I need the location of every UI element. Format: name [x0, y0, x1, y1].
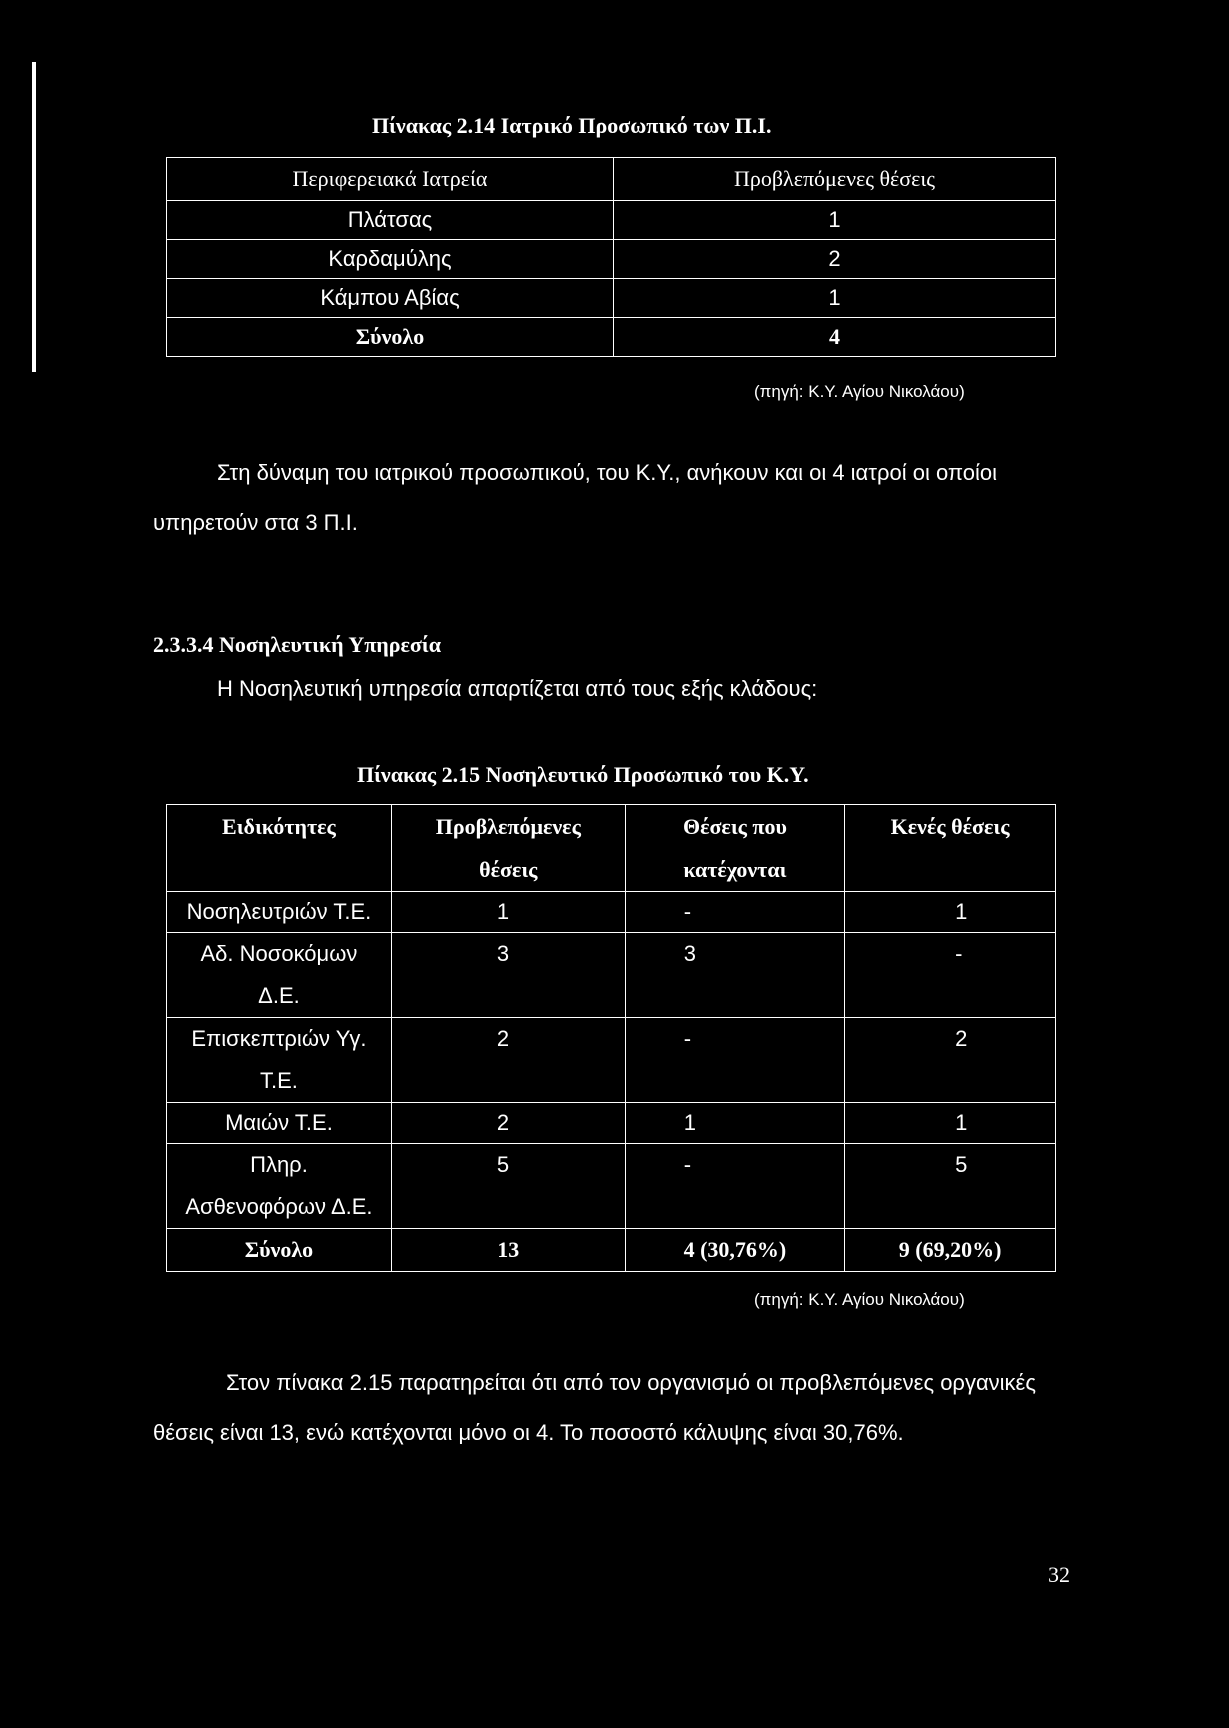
positions-cell: 1	[614, 279, 1056, 318]
specialty-cell: Νοσηλευτριών Τ.Ε.	[167, 892, 392, 933]
table2-source: (πηγή: Κ.Υ. Αγίου Νικολάου)	[754, 1290, 965, 1309]
header-cell: Προβλεπόμενες θέσεις	[391, 805, 625, 892]
table-header-row	[167, 158, 1056, 201]
section-intro: Η Νοσηλευτική υπηρεσία απαρτίζεται από τους εξής κλάδους:	[217, 676, 818, 701]
specialty-cell: Μαιών Τ.Ε.	[167, 1103, 392, 1144]
paragraph1-line1: Στη δύναμη του ιατρικού προσωπικού, του Κ.Υ., ανήκουν και οι 4 ιατροί οι οποίοι	[217, 460, 997, 485]
planned-cell: 2	[391, 1103, 625, 1144]
held-cell: 1	[625, 1103, 844, 1144]
paragraph2-line2: θέσεις είναι 13, ενώ κατέχονται μόνο οι 4. Το ποσοστό κάλυψης είναι 30,76%.	[153, 1420, 904, 1445]
table-row	[167, 1018, 1056, 1103]
table-row	[167, 933, 1056, 1018]
header-cell: Προβλεπόμενες θέσεις	[614, 158, 1056, 201]
specialty-cell: Επισκεπτριών Υγ. Τ.Ε.	[167, 1018, 392, 1103]
table-row	[167, 240, 1056, 279]
held-cell: -	[625, 1144, 844, 1229]
held-cell: -	[625, 892, 844, 933]
specialty-cell: Αδ. Νοσοκόμων Δ.Ε.	[167, 933, 392, 1018]
positions-cell: 2	[614, 240, 1056, 279]
held-cell: 3	[625, 933, 844, 1018]
vacant-cell: -	[845, 933, 1056, 1018]
vacant-cell: 5	[845, 1144, 1056, 1229]
clinic-cell: Καρδαμύλης	[167, 240, 614, 279]
total-label-cell: Σύνολο	[167, 318, 614, 357]
table1-source: (πηγή: Κ.Υ. Αγίου Νικολάου)	[754, 382, 965, 401]
vacant-cell: 1	[845, 1103, 1056, 1144]
total-vacant-cell: 9 (69,20%)	[845, 1229, 1056, 1272]
header-cell: Θέσεις που κατέχονται	[625, 805, 844, 892]
positions-cell: 1	[614, 201, 1056, 240]
table-row	[167, 279, 1056, 318]
vacant-cell: 1	[845, 892, 1056, 933]
table-row	[167, 892, 1056, 933]
nursing-staff-table	[166, 804, 1056, 1272]
scan-edge-bar	[32, 62, 36, 372]
planned-cell: 3	[391, 933, 625, 1018]
table-header-row	[167, 805, 1056, 892]
header-cell: Κενές θέσεις	[845, 805, 1056, 892]
table-row	[167, 201, 1056, 240]
page-number: 32	[1048, 1562, 1070, 1587]
clinic-cell: Κάμπου Αβίας	[167, 279, 614, 318]
header-cell: Περιφερειακά Ιατρεία	[167, 158, 614, 201]
table-total-row	[167, 318, 1056, 357]
paragraph2-line1: Στον πίνακα 2.15 παρατηρείται ότι από τον οργανισμό οι προβλεπόμενες οργανικές	[226, 1370, 1036, 1395]
table1-caption: Πίνακας 2.14 Ιατρικό Προσωπικό των Π.Ι.	[372, 113, 772, 138]
table2-caption: Πίνακας 2.15 Νοσηλευτικό Προσωπικό του Κ.Υ.	[357, 762, 809, 787]
table-row	[167, 1144, 1056, 1229]
paragraph1-line2: υπηρετούν στα 3 Π.Ι.	[153, 510, 358, 535]
planned-cell: 5	[391, 1144, 625, 1229]
total-held-cell: 4 (30,76%)	[625, 1229, 844, 1272]
held-cell: -	[625, 1018, 844, 1103]
total-label-cell: Σύνολο	[167, 1229, 392, 1272]
total-value-cell: 4	[614, 318, 1056, 357]
total-planned-cell: 13	[391, 1229, 625, 1272]
vacant-cell: 2	[845, 1018, 1056, 1103]
specialty-cell: Πληρ. Ασθενοφόρων Δ.Ε.	[167, 1144, 392, 1229]
table-total-row	[167, 1229, 1056, 1272]
planned-cell: 2	[391, 1018, 625, 1103]
header-cell: Ειδικότητες	[167, 805, 392, 892]
planned-cell: 1	[391, 892, 625, 933]
section-heading: 2.3.3.4 Νοσηλευτική Υπηρεσία	[153, 632, 441, 657]
clinic-cell: Πλάτσας	[167, 201, 614, 240]
medical-staff-table	[166, 157, 1056, 357]
table-row	[167, 1103, 1056, 1144]
